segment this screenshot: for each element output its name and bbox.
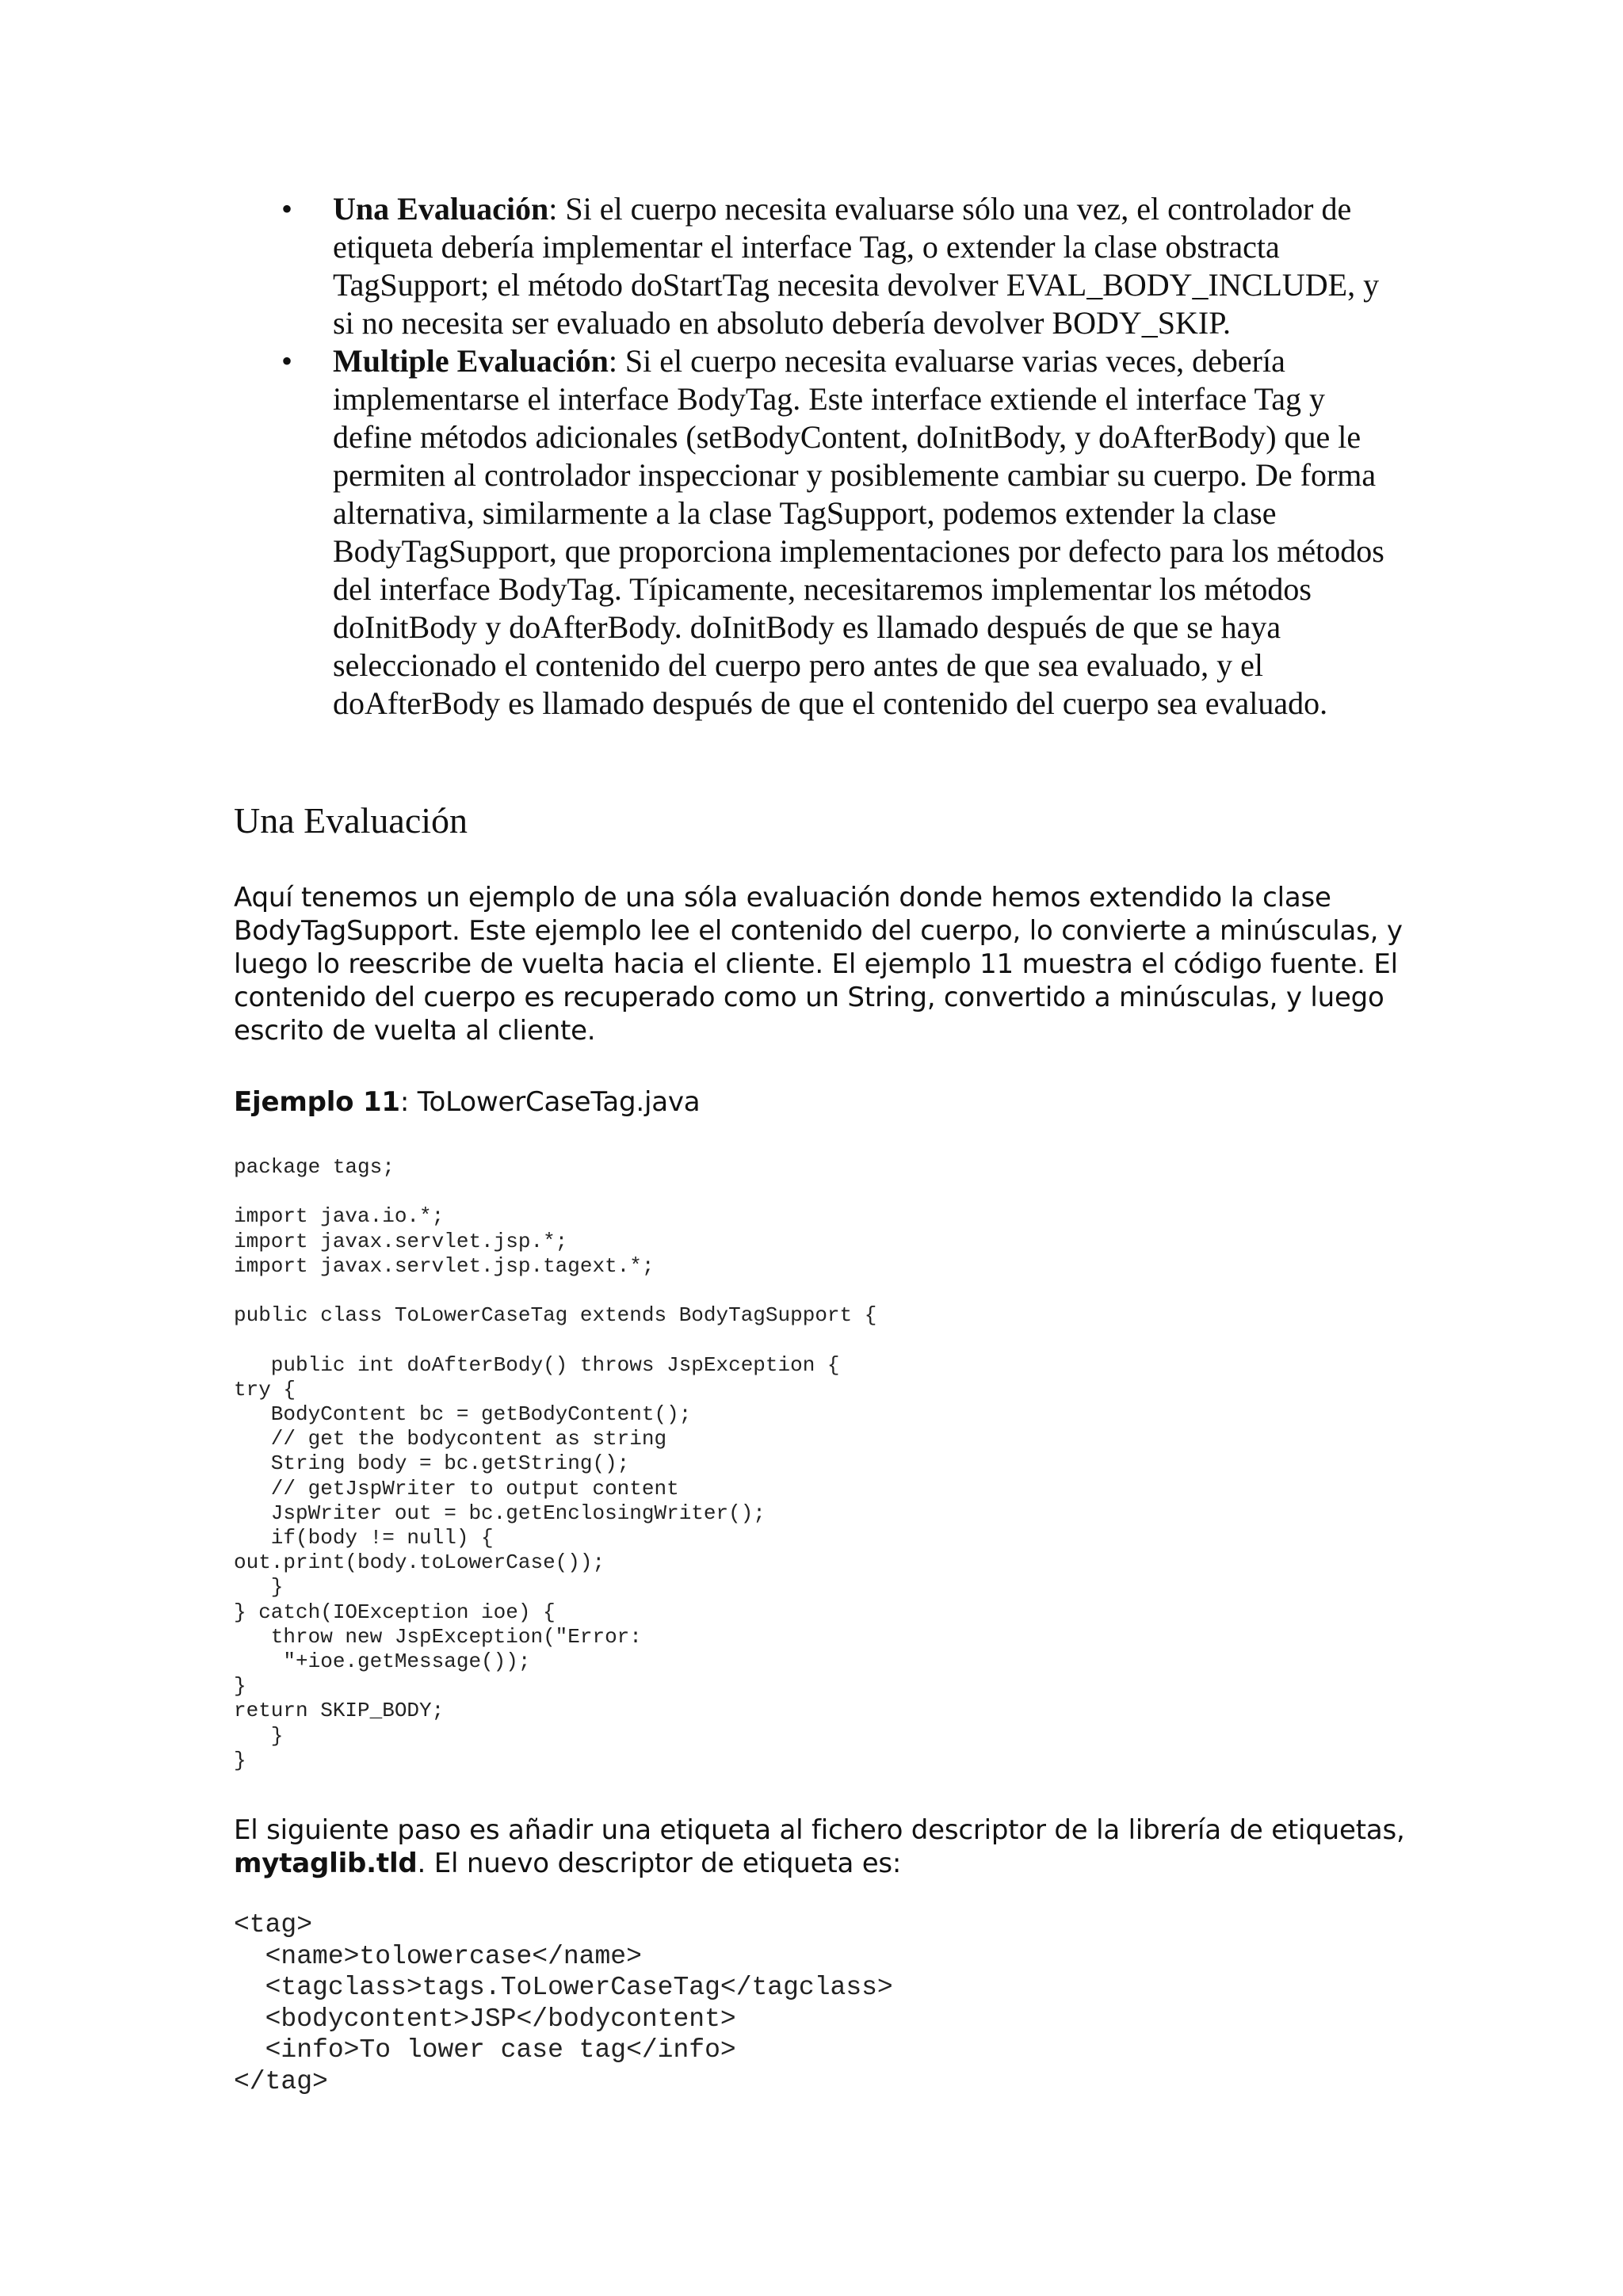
bullet-dot-icon: • [281, 191, 293, 227]
java-code-block: package tags; import java.io.*; import javax.servlet.jsp.*; import javax.servlet.jsp.tagext.*; public class ToLowerCaseTag extends BodyTagSupport { public int doAfterBody() throws JspException { try { BodyContent bc = getBodyContent(); // get the bodycontent as string String body = bc.getString(); // getJspWriter to output content JspWriter out = bc.getEnclosingWriter(); if(body != null) { out.print(body.toLowerCase()); } } catch(IOException ioe) { throw new JspException("Error: "+ioe.getMessage()); } return SKIP_BODY; } } [234, 1155, 877, 1772]
bullet-una-evaluacion [0, 190, 1623, 342]
taglib-filename: mytaglib.tld [234, 1848, 418, 1879]
bullet-text: : Si el cuerpo necesita evaluarse sólo una vez, el controlador de etiqueta debería implementar el interface Tag, o extender la clase obstracta TagSupport; el método doStartTag necesita devolver EVAL_BODY_INCLUDE, y si no necesita ser evaluado en absoluto debería devolver BODY_SKIP. [333, 191, 1380, 341]
intro-paragraph: Aquí tenemos un ejemplo de una sóla evaluación donde hemos extendido la clase BodyTagSupport. Este ejemplo lee el contenido del cuerpo, lo convierte a minúsculas, y luego lo reescribe de vuelta hacia el cliente. El ejemplo 11 muestra el código fuente. El contenido del cuerpo es recuperado como un String, convertido a minúsculas, y luego escrito de vuelta al cliente. [234, 882, 1403, 1047]
next-step-paragraph [234, 1814, 1423, 1880]
section-heading: Una Evaluación [234, 800, 468, 841]
next-step-text-end: . El nuevo descriptor de etiqueta es: [417, 1848, 902, 1879]
evaluation-types-list [0, 190, 1623, 723]
bullet-multiple-evaluacion [0, 342, 1623, 723]
example-caption [234, 1085, 1423, 1119]
example-label: Ejemplo 11 [234, 1086, 400, 1118]
next-step-text: El siguiente paso es añadir una etiqueta al fichero descriptor de la librería de etiquetas, [234, 1814, 1405, 1846]
bullet-dot-icon: • [281, 343, 293, 379]
bullet-term: Una Evaluación [333, 191, 549, 227]
bullet-text: : Si el cuerpo necesita evaluarse varias veces, debería implementarse el interface BodyTag. Este interface extiende el interface Tag y define métodos adicionales (setBodyContent, doInitBody, y doAfterBody) que le permiten al controlador inspeccionar y posiblemente cambiar su cuerpo. De forma alternativa, similarmente a la clase TagSupport, podemos extender la clase BodyTagSupport, que proporciona implementaciones por defecto para los métodos del interface BodyTag. Típicamente, necesitaremos implementar los métodos doInitBody y doAfterBody. doInitBody es llamado después de que se haya seleccionado el contenido del cuerpo pero antes de que sea evaluado, y el doAfterBody es llamado después de que el contenido del cuerpo sea evaluado. [333, 343, 1384, 721]
example-filename: : ToLowerCaseTag.java [399, 1086, 701, 1118]
bullet-term: Multiple Evaluación [333, 343, 609, 379]
xml-code-block: <tag> <name>tolowercase</name> <tagclass>tags.ToLowerCaseTag</tagclass> <bodycontent>JSP</bodycontent> <info>To lower case tag</info> </tag> [234, 1910, 893, 2096]
